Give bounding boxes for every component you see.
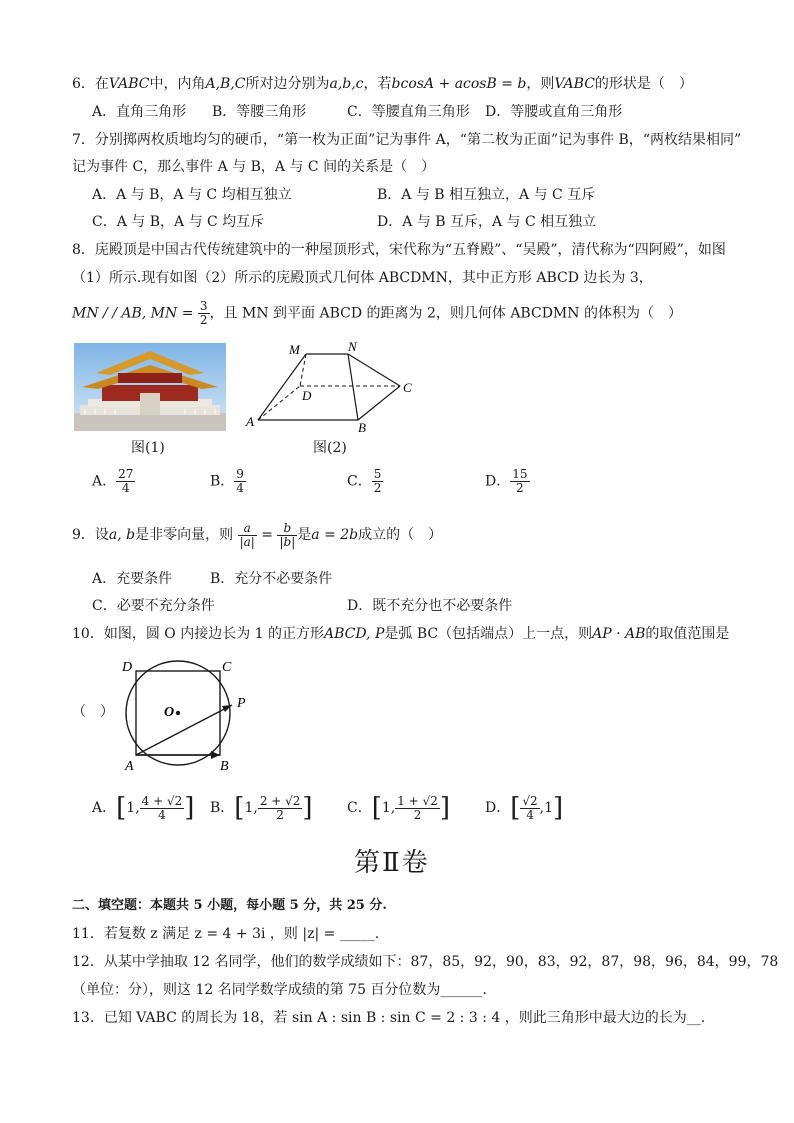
label-n: N <box>348 339 357 354</box>
label-b: B <box>358 420 366 435</box>
q7-option-c: C．A 与 B，A 与 C 均互斥 <box>92 214 265 230</box>
label-d: D <box>122 660 133 675</box>
q10-option-a: A．[1, $\frac{4 + √2}{4}$ ] <box>92 793 195 823</box>
q7-option-b: B．A 与 B 相互独立，A 与 C 互斥 <box>377 187 596 203</box>
label-p: P <box>237 696 246 711</box>
circle-square-figure <box>112 654 262 774</box>
q7-stem-line1: 7．分别掷两枚质地均匀的硬币，“第一枚为正面”记为事件 A，“第二枚为正面”记为事件 B，“两枚结果相同” <box>72 132 742 148</box>
q11-stem: 11．若复数 z 满足 z = 4 + 3i ，则 |z| = _____. <box>72 926 380 942</box>
figure1-caption: 图(1) <box>131 440 165 456</box>
q9-option-c: C．必要不充分条件 <box>92 598 215 614</box>
q10-answer-paren: （ ） <box>72 704 114 720</box>
q8-option-c: C． $\frac{5}{2}$ <box>347 467 382 495</box>
q10-option-b: B．[1, $\frac{2 + √2}{2}$ ] <box>210 793 313 823</box>
label-c: C <box>403 380 412 395</box>
q7-stem-line2: 记为事件 C，那么事件 A 与 B，A 与 C 间的关系是（ ） <box>72 159 436 175</box>
q6-option-b: B．等腰三角形 <box>212 104 307 120</box>
label-a: A <box>246 414 254 429</box>
q6-option-a: A．直角三角形 <box>92 104 187 120</box>
q13-stem: 13．已知 VABC 的周长为 18，若 sin A : sin B : sin C = 2 : 3 : 4 ，则此三角形中最大边的长为__. <box>72 1010 706 1026</box>
q9-option-b: B．充分不必要条件 <box>210 571 333 587</box>
q6-stem: 6．在VABC中，内角A,B,C所对边分别为a,b,c，若bcosA + acosB = b，则VABC的形状是（ ） <box>72 76 693 92</box>
label-b: B <box>220 759 229 774</box>
q8-option-a: A． $\frac{27}{4}$ <box>92 467 134 495</box>
q10-option-c: C．[1, $\frac{1 + √2}{2}$ ] <box>347 793 450 823</box>
q6-option-d: D．等腰或直角三角形 <box>485 104 623 120</box>
q6-option-c: C．等腰直角三角形 <box>347 104 470 120</box>
q9-option-d: D．既不充分也不必要条件 <box>347 598 513 614</box>
figure2-caption: 图(2) <box>313 440 347 456</box>
label-d: D <box>302 388 312 403</box>
q12-stem-line2: （单位：分），则这 12 名同学数学成绩的第 75 百分位数为______. <box>72 982 487 998</box>
label-c: C <box>222 660 232 675</box>
part2-header: 二、填空题：本题共 5 小题，每小题 5 分，共 25 分. <box>72 898 387 913</box>
q8-option-d: D． $\frac{15}{2}$ <box>485 467 528 495</box>
q7-option-a: A．A 与 B，A 与 C 均相互独立 <box>92 187 292 203</box>
palace-photo <box>74 343 226 431</box>
label-m: M <box>289 342 300 357</box>
q9-option-a: A．充要条件 <box>92 571 173 587</box>
label-a: A <box>125 759 134 774</box>
section-title: 第Ⅱ卷 <box>354 848 430 878</box>
q8-stem-line2: （1）所示.现有如图（2）所示的庑殿顶式几何体 ABCDMN，其中正方形 ABCD 边长为 3， <box>72 270 653 286</box>
q7-option-d: D．A 与 B 互斥，A 与 C 相互独立 <box>377 214 597 230</box>
label-o: O <box>164 705 175 720</box>
q10-option-d: D．[ $\frac{√2}{4}$ ,1] <box>485 793 564 823</box>
q10-stem: 10．如图，圆 O 内接边长为 1 的正方形ABCD, P是弧 BC（包括端点）上一点，则AP · AB的取值范围是 <box>72 626 730 642</box>
q8-stem-line1: 8．庑殿顶是中国古代传统建筑中的一种屋顶形式，宋代称为“五脊殿”、“吴殿”，清代称为“四阿殿”，如图 <box>72 242 726 258</box>
q8-option-b: B． $\frac{9}{4}$ <box>210 467 244 495</box>
q8-stem-line3: MN / / AB, MN = $\frac{3}{2}$ ，且 MN 到平面 ABCD 的距离为 2，则几何体 ABCDMN 的体积为（ ） <box>72 299 682 327</box>
hip-roof-solid-figure <box>240 336 430 436</box>
q12-stem-line1: 12．从某中学抽取 12 名同学，他们的数学成绩如下：87，85，92，90，83，92，87，98，96，84，99，78 <box>72 954 779 970</box>
fraction-three-halves: $\frac{3}{2}$ <box>199 299 208 327</box>
q9-stem: 9．设a, b是非零向量，则 $\frac{a}{|a|}$ = $\frac{b}{|b|}$ 是a = 2b成立的（ ） <box>72 520 443 549</box>
